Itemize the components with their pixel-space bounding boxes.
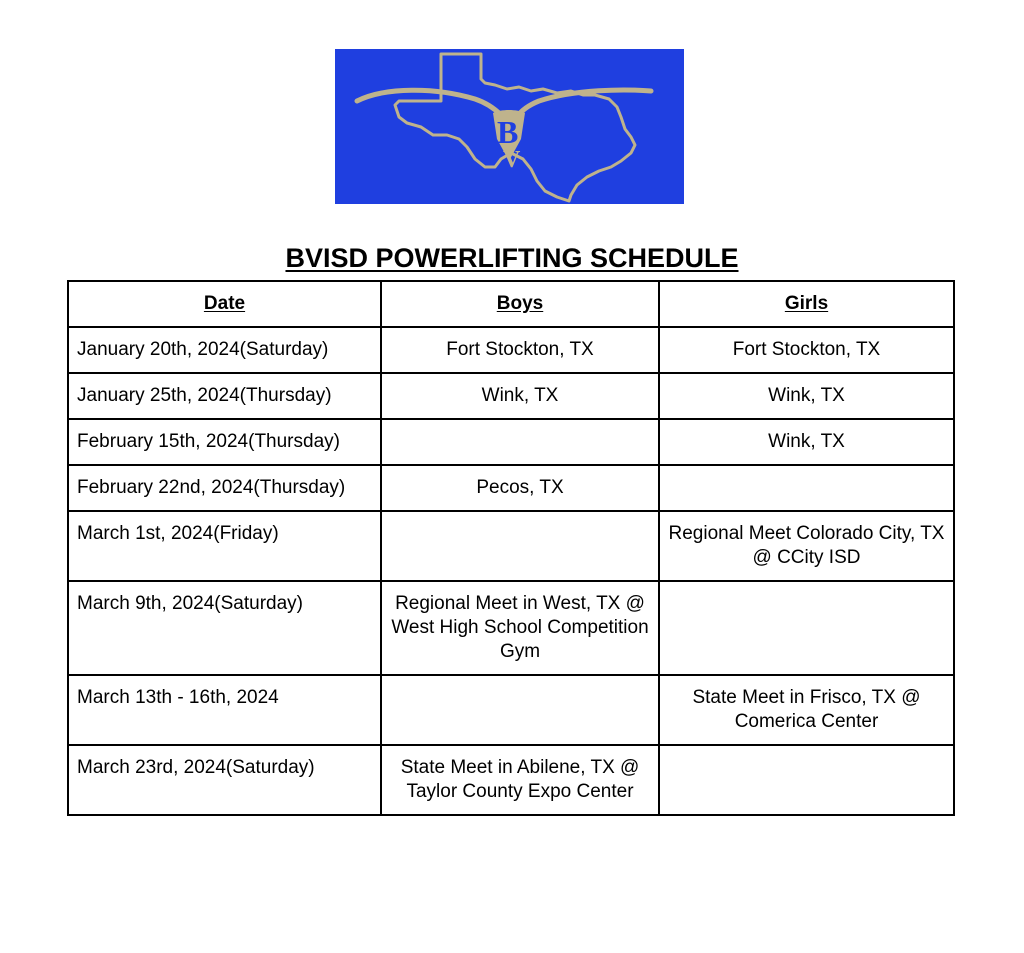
girls-cell: Wink, TX xyxy=(659,419,954,465)
table-row xyxy=(68,327,954,373)
date-cell: February 15th, 2024(Thursday) xyxy=(68,419,381,465)
boys-cell: Wink, TX xyxy=(381,373,659,419)
longhorn-texas-logo-graphic xyxy=(335,49,684,204)
girls-cell: Fort Stockton, TX xyxy=(659,327,954,373)
table-row xyxy=(68,581,954,675)
table-header-row xyxy=(68,281,954,327)
logo-letters-b: B xyxy=(497,114,519,150)
header-boys: Boys xyxy=(381,281,659,327)
boys-cell: Regional Meet in West, TX @ West High School Competition Gym xyxy=(381,581,659,675)
boys-cell xyxy=(381,511,659,581)
bvisd-logo xyxy=(335,49,684,204)
table-row xyxy=(68,419,954,465)
date-cell: March 13th - 16th, 2024 xyxy=(68,675,381,745)
table-row xyxy=(68,511,954,581)
header-date: Date xyxy=(68,281,381,327)
date-cell: February 22nd, 2024(Thursday) xyxy=(68,465,381,511)
girls-cell xyxy=(659,465,954,511)
girls-cell xyxy=(659,745,954,815)
table-row xyxy=(68,373,954,419)
page-title: BVISD POWERLIFTING SCHEDULE xyxy=(285,243,739,273)
date-cell: March 9th, 2024(Saturday) xyxy=(68,581,381,675)
table-row xyxy=(68,465,954,511)
table-row xyxy=(68,675,954,745)
date-cell: January 25th, 2024(Thursday) xyxy=(68,373,381,419)
header-girls: Girls xyxy=(659,281,954,327)
logo-letters-v: V xyxy=(503,147,521,173)
table-row xyxy=(68,745,954,815)
girls-cell: State Meet in Frisco, TX @ Comerica Center xyxy=(659,675,954,745)
schedule-table xyxy=(67,280,955,816)
girls-cell xyxy=(659,581,954,675)
boys-cell: State Meet in Abilene, TX @ Taylor County Expo Center xyxy=(381,745,659,815)
girls-cell: Regional Meet Colorado City, TX @ CCity ISD xyxy=(659,511,954,581)
boys-cell: Fort Stockton, TX xyxy=(381,327,659,373)
boys-cell xyxy=(381,675,659,745)
date-cell: March 23rd, 2024(Saturday) xyxy=(68,745,381,815)
girls-cell: Wink, TX xyxy=(659,373,954,419)
boys-cell: Pecos, TX xyxy=(381,465,659,511)
date-cell: March 1st, 2024(Friday) xyxy=(68,511,381,581)
boys-cell xyxy=(381,419,659,465)
date-cell: January 20th, 2024(Saturday) xyxy=(68,327,381,373)
